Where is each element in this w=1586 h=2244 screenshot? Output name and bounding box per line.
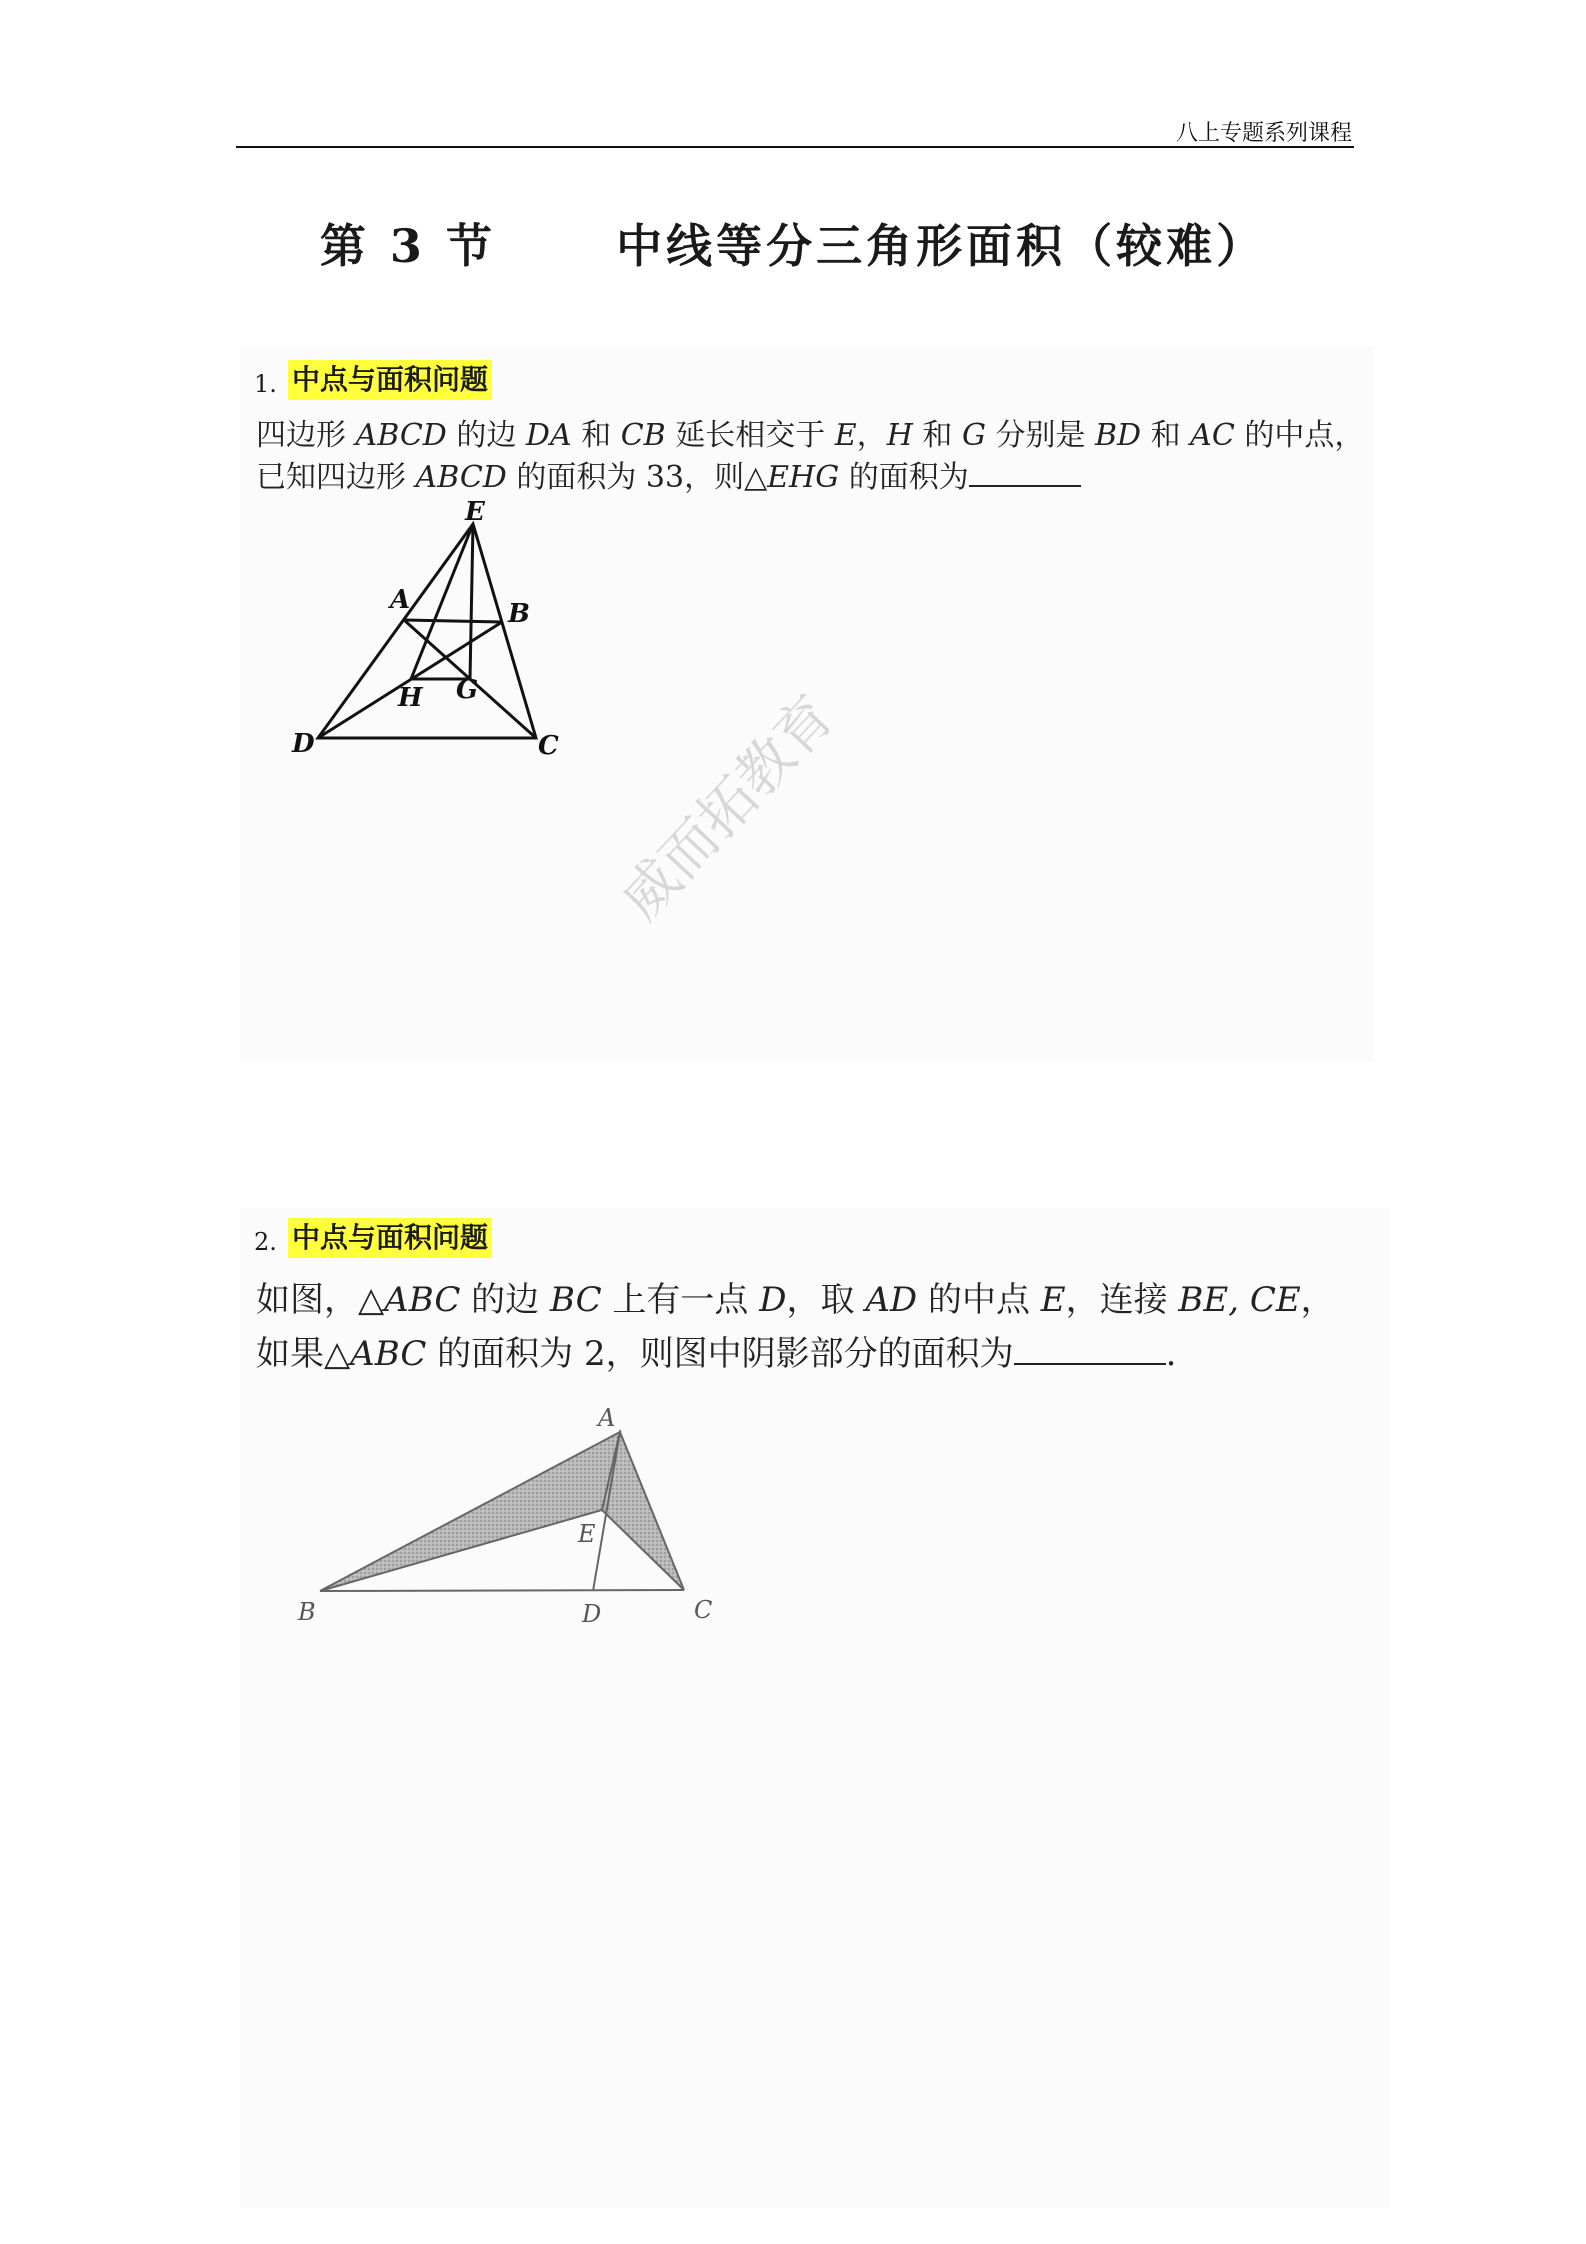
segment-bc [320,1590,684,1591]
label-B: B [298,1598,316,1626]
question-2-line-2: 如果△ABC 的面积为 2，则图中阴影部分的面积为 . [256,1334,1177,1374]
header-series: 八上专题系列课程 [1175,121,1352,146]
label-D: D [582,1600,602,1628]
section-number: 第 3 节 [319,219,496,273]
label-C: C [694,1596,713,1624]
shaded-triangle-abe [320,1432,620,1591]
question-1-line-1: 四边形 ABCD 的边 DA 和 CB 延长相交于 E，H 和 G 分别是 BD 和 AC 的中点， [256,418,1365,453]
section-name: 中线等分三角形面积（较难） [616,219,1267,273]
shaded-triangle-ace [602,1432,684,1590]
label-E: E [578,1520,596,1548]
question-2-tag: 中点与面积问题 [288,1218,492,1258]
label-D: D [292,729,315,759]
question-2-number: 2. [254,1228,277,1256]
watermark: 威而拓教育 [608,683,848,933]
label-B: B [508,599,530,629]
question-1-tag: 中点与面积问题 [288,360,492,400]
label-G: G [456,675,479,705]
label-A: A [390,585,411,615]
label-E: E [465,497,485,527]
question-2-line-1: 如图，△ABC 的边 BC 上有一点 D，取 AD 的中点 E，连接 BE, CE， [256,1280,1335,1320]
label-C: C [538,731,559,761]
question-1-number: 1. [254,370,277,398]
label-A: A [598,1404,616,1432]
question-1-line-2: 已知四边形 ABCD 的面积为 33，则△EHG 的面积为 [256,452,1081,496]
label-H: H [398,683,423,713]
